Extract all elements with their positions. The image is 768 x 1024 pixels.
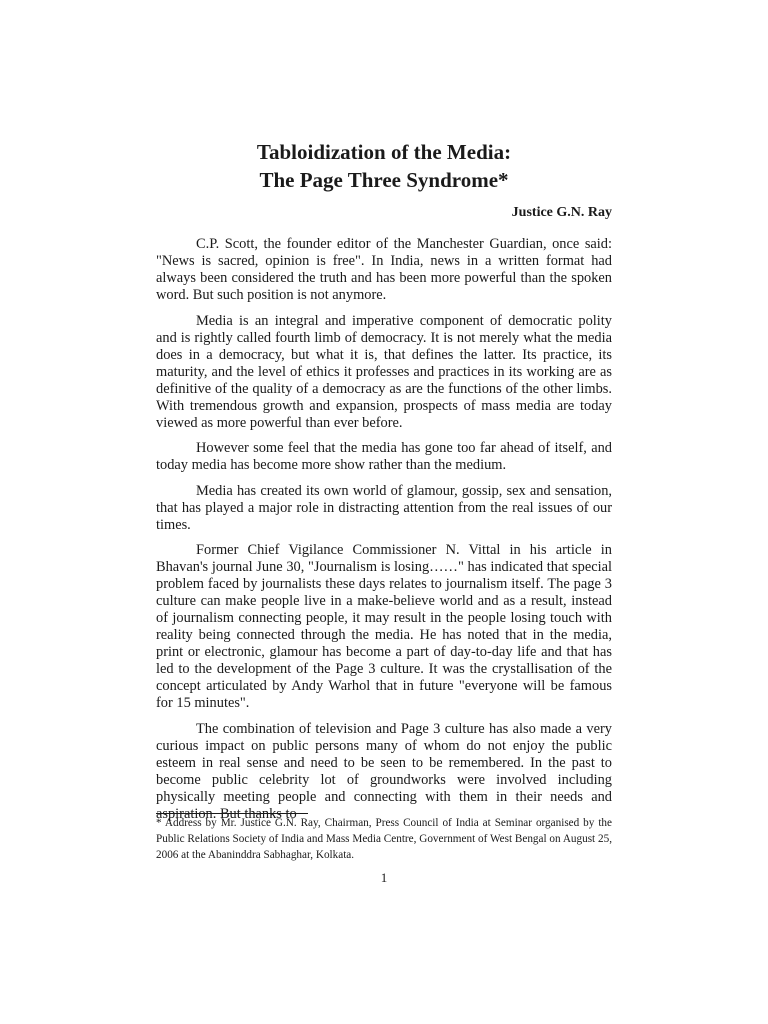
article-body	[156, 236, 612, 831]
page-number: 1	[380, 870, 388, 885]
footnote: * Address by Mr. Justice G.N. Ray, Chairman, Press Council of India at Seminar organised by the Public Relations Society of India and Mass Media Centre, Government of West Bengal on August 25, 2006 at the Abaninddra Sabhaghar, Kolkata.	[156, 817, 612, 861]
paragraph: The combination of television and Page 3 culture has also made a very curious impact on public persons many of whom do not enjoy the public esteem in real sense and need to be seen to be remembered. In the past to become public celebrity lot of groundworks were involved including physically meeting people and connecting with them in their needs and aspiration. But thanks to	[156, 720, 612, 822]
paragraph: Former Chief Vigilance Commissioner N. Vittal in his article in Bhavan's journal June 30, "Journalism is losing……" has indicated that special problem faced by journalists these days relates to journalism itself. The page 3 culture can make people live in a make-believe world and as a result, instead of journalism connecting people, it may result in the people losing touch with reality being connected through the media. He has noted that in the media, print or electronic, glamour has become a part of day-to-day life and that has led to the development of the Page 3 culture. It was the crystallisation of the concept articulated by Andy Warhol that in future "everyone will be famous for 15 minutes".	[156, 542, 612, 711]
footnote-divider	[156, 813, 308, 814]
title-line-1: Tabloidization of the Media:	[256, 140, 512, 164]
paragraph: Media has created its own world of glamour, gossip, sex and sensation, that has played a major role in distracting attention from the real issues of our times.	[156, 482, 612, 533]
paragraph: Media is an integral and imperative component of democratic polity and is rightly called fourth limb of democracy. It is not merely what the media does in a democracy, but what it is, that defines the latter. Its practice, its maturity, and the level of ethics it professes and practices in its working are as definitive of the quality of a democracy as are the functions of the other limbs. With tremendous growth and expansion, prospects of mass media are today viewed as more powerful than ever before.	[156, 312, 612, 431]
paragraph: However some feel that the media has gone too far ahead of itself, and today media has become more show rather than the medium.	[156, 440, 612, 473]
paragraph: C.P. Scott, the founder editor of the Manchester Guardian, once said: "News is sacred, opinion is free". In India, news in a written format had always been considered the truth and has been more powerful than the spoken word. But such position is not anymore.	[156, 236, 612, 303]
author-byline: Justice G.N. Ray	[511, 205, 612, 220]
article-title	[0, 138, 768, 194]
title-line-2: The Page Three Syndrome*	[259, 168, 509, 192]
